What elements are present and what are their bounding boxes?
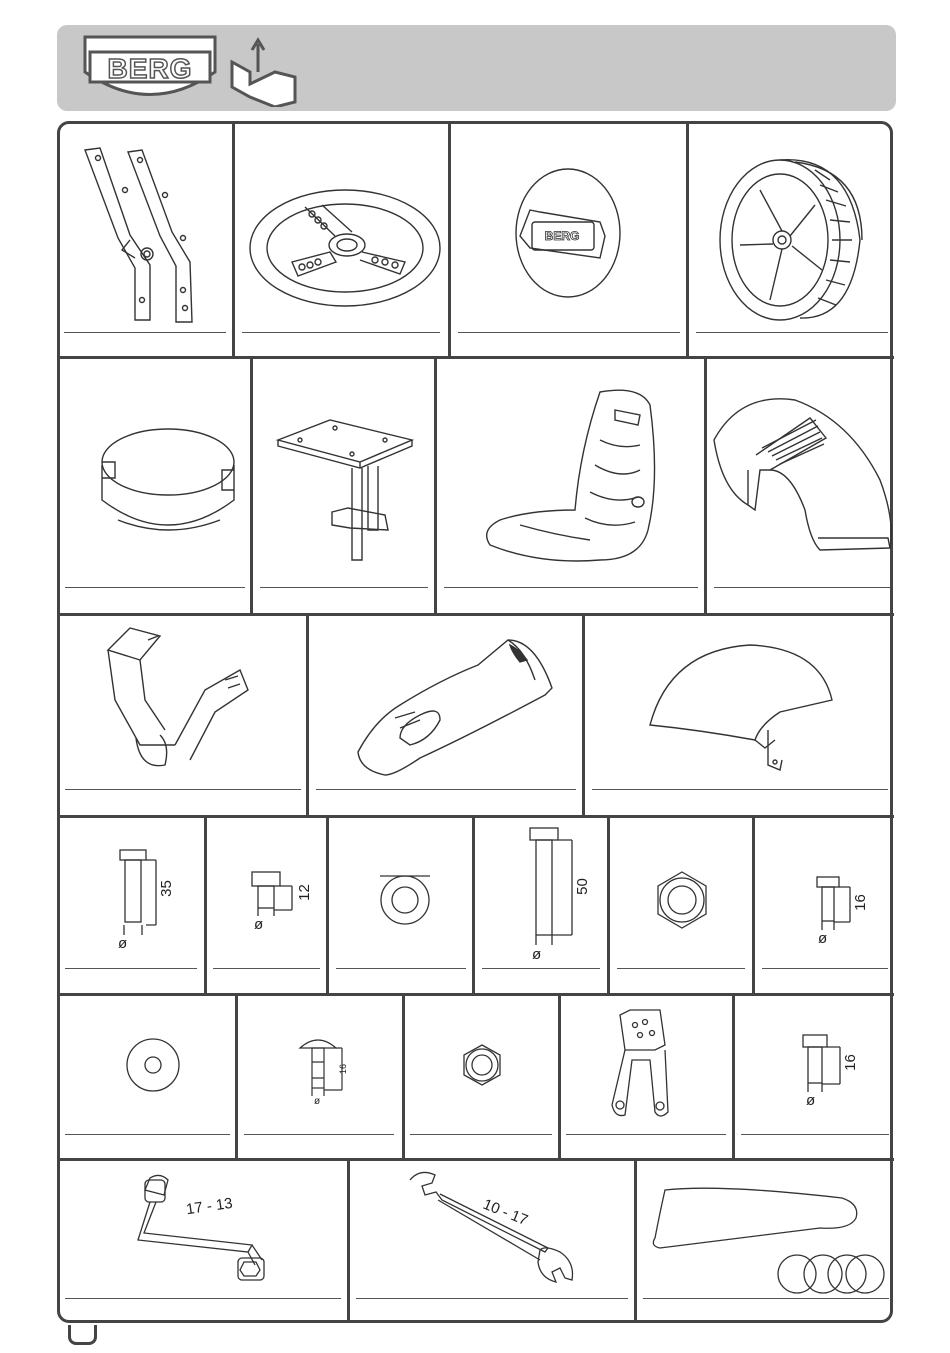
label-line xyxy=(316,789,576,790)
col-divider xyxy=(326,816,329,995)
label-line xyxy=(696,332,888,333)
label-line xyxy=(482,968,600,969)
label-line xyxy=(592,789,888,790)
cap-logo-text: BERG xyxy=(544,229,580,243)
logo-text: BERG xyxy=(107,53,193,84)
label-line xyxy=(65,587,245,588)
row-divider xyxy=(58,1158,894,1161)
bolt-12-dia: ø xyxy=(254,916,264,933)
label-line xyxy=(617,968,745,969)
label-line xyxy=(244,1134,394,1135)
label-line xyxy=(65,968,197,969)
bolt-16b-dia: ø xyxy=(806,1092,816,1109)
socket-wrench-size: 17 - 13 xyxy=(185,1194,234,1219)
col-divider xyxy=(704,357,707,615)
label-line xyxy=(336,968,466,969)
col-divider xyxy=(204,816,207,995)
col-divider xyxy=(235,994,238,1160)
col-divider xyxy=(250,357,253,615)
label-line xyxy=(64,332,226,333)
rivet-dia: ø xyxy=(314,1096,321,1107)
bolt-16a-dia: ø xyxy=(818,930,828,947)
label-line xyxy=(356,1298,628,1299)
col-divider xyxy=(732,994,735,1160)
label-line xyxy=(65,1298,341,1299)
col-divider xyxy=(686,122,689,358)
col-divider xyxy=(607,816,610,995)
bolt-16b-length: 16 xyxy=(841,1054,859,1071)
label-line xyxy=(444,587,698,588)
col-divider xyxy=(582,614,585,817)
col-divider xyxy=(448,122,451,358)
rivet-length: 16 xyxy=(338,1063,349,1075)
label-line xyxy=(741,1134,889,1135)
col-divider xyxy=(232,122,235,358)
bolt-16a-length: 16 xyxy=(851,894,869,911)
label-line xyxy=(458,332,680,333)
berg-logo xyxy=(80,32,305,112)
row-divider xyxy=(58,993,894,996)
open-wrench-size: 10 - 17 xyxy=(480,1195,531,1230)
row-divider xyxy=(58,613,894,616)
col-divider xyxy=(634,1159,637,1323)
label-line xyxy=(566,1134,726,1135)
bolt-50-length: 50 xyxy=(573,878,591,895)
label-line xyxy=(65,1134,230,1135)
label-line xyxy=(242,332,440,333)
label-line xyxy=(643,1298,889,1299)
col-divider xyxy=(402,994,405,1160)
bolt-12-length: 12 xyxy=(295,884,313,901)
label-line xyxy=(714,587,890,588)
col-divider xyxy=(558,994,561,1160)
col-divider xyxy=(434,357,437,615)
label-line xyxy=(213,968,320,969)
col-divider xyxy=(752,816,755,995)
page-tab xyxy=(68,1325,97,1345)
col-divider xyxy=(472,816,475,995)
col-divider xyxy=(306,614,309,817)
parts-frame xyxy=(57,121,893,1323)
bolt-50-dia: ø xyxy=(532,946,542,963)
row-divider xyxy=(58,815,894,818)
col-divider xyxy=(347,1159,350,1323)
row-divider xyxy=(58,356,894,359)
label-line xyxy=(65,789,301,790)
label-line xyxy=(410,1134,552,1135)
label-line xyxy=(762,968,888,969)
label-line xyxy=(260,587,428,588)
bolt-35-length: 35 xyxy=(157,880,175,897)
bolt-35-dia: ø xyxy=(118,935,128,952)
